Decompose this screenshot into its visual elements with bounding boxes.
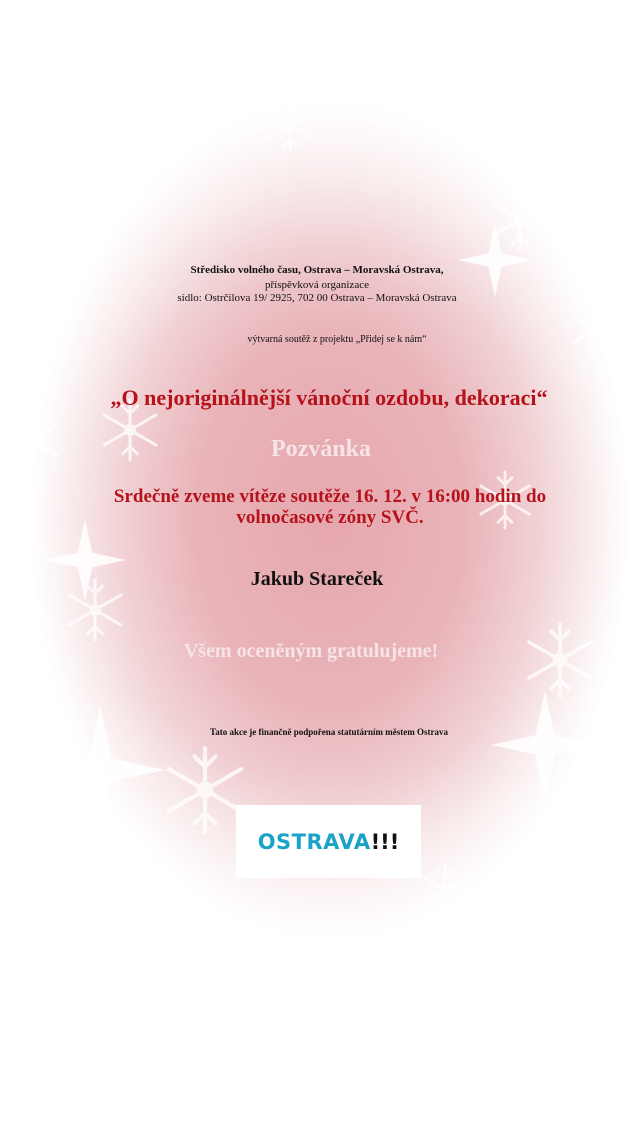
ostrava-city-logo [236,805,421,878]
logo-exclamation-mark: !!! [370,829,400,854]
logo-wordmark: OSTRAVA [257,829,371,854]
invitation-text: Srdečně zveme vítěze soutěže 16. 12. v 16:00 hodin do volnočasové zóny SVČ. [113,486,547,528]
invitation-heading: Pozvánka [270,436,371,462]
winner-name: Jakub Stareček [250,568,384,590]
congratulations-text: Všem oceněným gratulujeme! [183,640,439,662]
funding-note: Tato akce je finančně podpořena statutárním městem Ostrava [210,727,448,737]
contest-title: „O nejoriginálnější vánoční ozdobu, dekoraci“ [110,385,548,410]
project-subtitle: výtvarná soutěž z projektu „Přidej se k nám“ [247,334,427,345]
organization-type: příspěvková organizace [265,279,369,291]
organization-address: sídlo: Ostrčilova 19/ 2925, 702 00 Ostrava – Moravská Ostrava [177,292,457,304]
organization-name: Středisko volného času, Ostrava – Moravská Ostrava, [190,264,444,276]
